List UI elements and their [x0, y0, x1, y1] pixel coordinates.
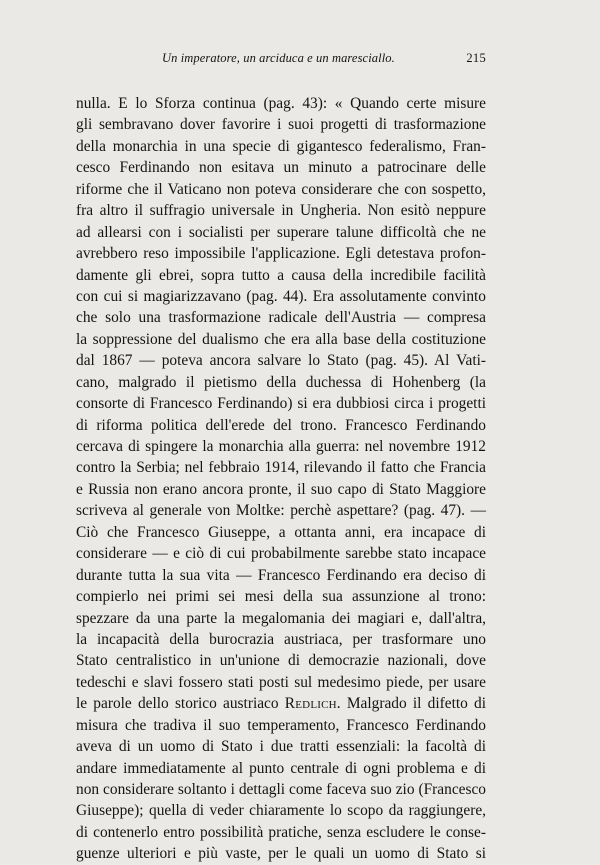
text-line: contro la Serbia; nel febbraio 1914, rilevando il fatto che Francia [76, 459, 486, 477]
text-line: di riforma politica dell'erede del trono. Francesco Ferdinando [76, 416, 486, 434]
text-line: dal 1867 — poteva ancora salvare lo Stato (pag. 45). Al Vati- [76, 352, 486, 370]
text-line: cesco Ferdinando non esitava un minuto a patrocinare delle [76, 159, 486, 177]
text-line: andare immediatamente al punto centrale di ogni problema e di [76, 759, 486, 777]
text-line: tedeschi e slavi fossero stati posti sul medesimo piede, per usare [76, 673, 486, 691]
text-line: la soppressione del dualismo che era alla base della costituzione [76, 330, 486, 348]
text-line: nulla. E lo Sforza continua (pag. 43): « Quando certe misure [76, 95, 486, 112]
text-line: scriveva al generale von Moltke: perchè aspettare? (pag. 47). — [76, 502, 486, 520]
text-line: misura che tradiva il suo temperamento, Francesco Ferdinando [76, 716, 486, 734]
text-line: compierlo nei primi sei mesi della sua assunzione al trono: [76, 588, 486, 606]
text-line: durante tutta la sua vita — Francesco Ferdinando era deciso di [76, 566, 486, 584]
text-line-tail: . Malgrado il difetto di [336, 695, 486, 713]
text-line: di contenerlo entro possibilità pratiche, senza escludere le conse- [76, 823, 486, 841]
text-line: riforme che il Vaticano non poteva considerare che con sospetto, [76, 180, 486, 198]
text-line-head: le parole dello storico austriaco [76, 695, 279, 713]
text-line: non considerare soltanto i dettagli come faceva suo zio (Francesco [76, 781, 486, 798]
text-line: Ciò che Francesco Giuseppe, a ottanta anni, era incapace di [76, 523, 486, 541]
text-line: consorte di Francesco Ferdinando) si era dubbiosi circa i progetti [76, 395, 486, 413]
author-name-smallcaps: Redlich [284, 695, 337, 713]
text-line: Stato centralistico in un'unione di democrazie nazionali, dove [76, 652, 486, 670]
text-line [76, 693, 486, 714]
text-line: della monarchia in una specie di gigantesco federalismo, Fran- [76, 137, 486, 155]
text-line: fra altro il suffragio universale in Ungheria. Non esitò neppure [76, 202, 486, 220]
text-line: avrebbero reso impossibile l'applicazione. Egli detestava profon- [76, 245, 486, 263]
text-line: che solo una trasformazione radicale dell'Austria — compresa [76, 309, 486, 327]
text-line: Giuseppe); quella di veder chiaramente lo scopo da raggiungere, [76, 802, 486, 820]
text-line: spezzare da una parte la megalomania dei magiari e, dall'altra, [76, 609, 486, 627]
running-title: Un imperatore, un arciduca e un maresciallo. [162, 51, 395, 65]
text-line: considerare — e ciò di cui probabilmente sarebbe stato incapace [76, 545, 486, 563]
running-head [76, 51, 486, 69]
text-line: e Russia non erano ancora pronte, il suo capo di Stato Maggiore [76, 480, 486, 498]
text-line: con cui si magiarizzavano (pag. 44). Era assolutamente convinto [76, 287, 486, 305]
page-number: 215 [466, 51, 486, 65]
text-line: damente gli ebrei, sopra tutto a causa della incredibile facilità [76, 266, 486, 284]
text-line: guenze ulteriori e più vaste, per le quali un uomo di Stato si [76, 845, 486, 863]
body-text [76, 93, 486, 865]
text-line: ad allearsi con i socialisti per superare talune difficoltà che ne [76, 223, 486, 241]
text-line: la incapacità della burocrazia austriaca, per trasformare uno [76, 630, 486, 648]
text-line: cercava di spingere la monarchia alla guerra: nel novembre 1912 [76, 438, 486, 455]
text-line: aveva di un uomo di Stato i due tratti essenziali: la facoltà di [76, 738, 486, 756]
text-line: gli sembravano dover favorire i suoi progetti di trasformazione [76, 116, 486, 134]
text-line: cano, malgrado il pietismo della duchessa di Hohenberg (la [76, 373, 486, 391]
